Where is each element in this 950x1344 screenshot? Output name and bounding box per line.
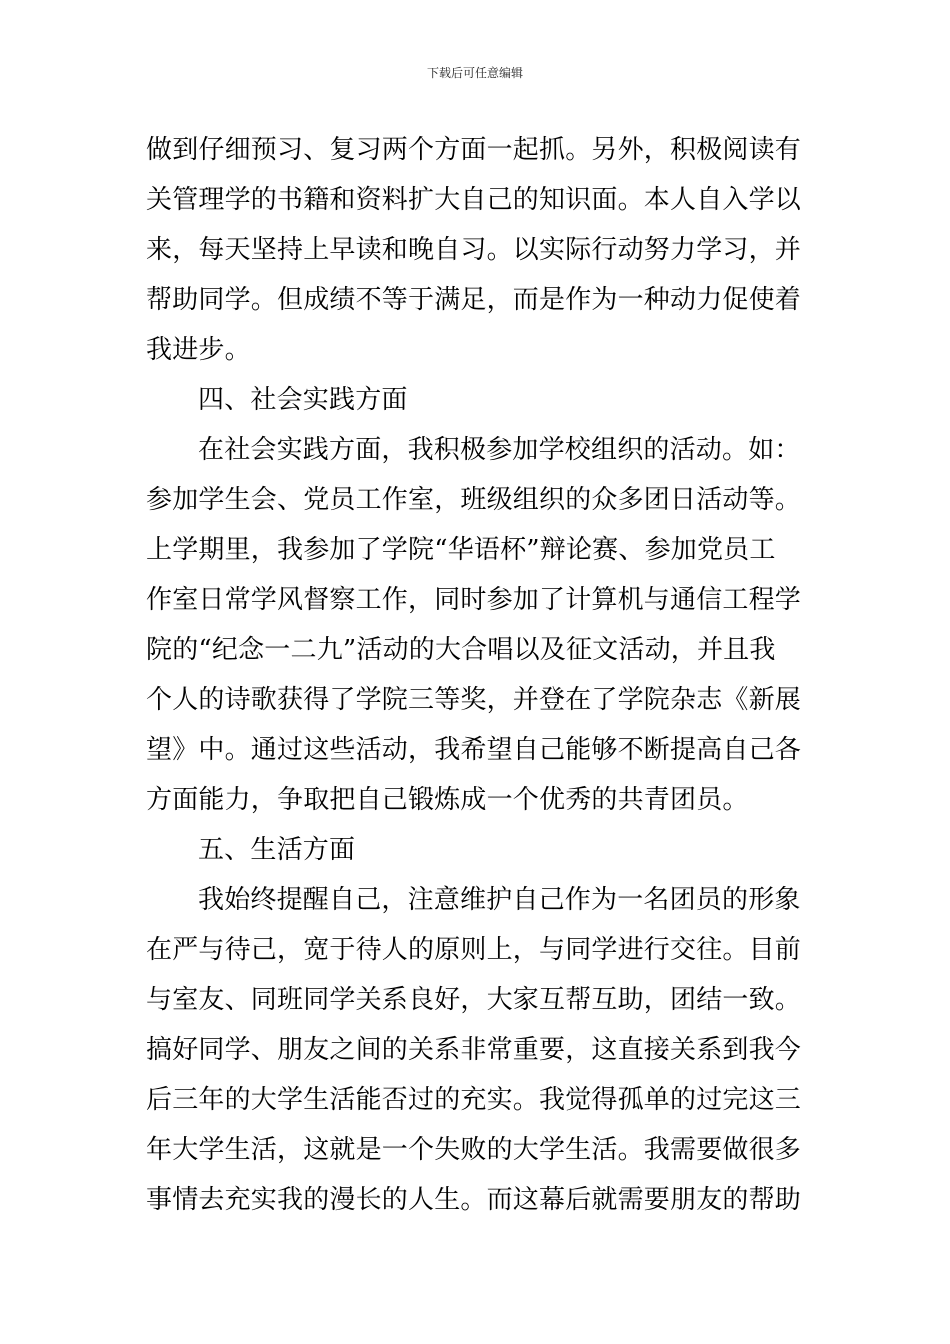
text-line: 年大学生活，这就是一个失败的大学生活。我需要做很多 (146, 1135, 802, 1165)
text-line: 在社会实践方面，我积极参加学校组织的活动。如： (198, 435, 801, 465)
text-line: 与室友、同班同学关系良好，大家互帮互助，团结一致。 (146, 985, 802, 1015)
page-header: 下载后可任意编辑 (426, 66, 523, 80)
text-line: 参加学生会、党员工作室，班级组织的众多团日活动等。 (146, 485, 802, 515)
text-line: 方面能力，争取把自己锻炼成一个优秀的共青团员。 (146, 785, 749, 815)
text-line: 帮助同学。但成绩不等于满足，而是作为一种动力促使着 (146, 285, 802, 315)
text-line: 望》中。通过这些活动，我希望自己能够不断提高自己各 (146, 735, 802, 765)
text-line: 作室日常学风督察工作，同时参加了计算机与通信工程学 (146, 585, 802, 615)
text-line: 来，每天坚持上早读和晚自习。以实际行动努力学习，并 (146, 235, 802, 265)
text-line: 院的“纪念一二九”活动的大合唱以及征文活动，并且我 (146, 635, 776, 665)
text-line: 后三年的大学生活能否过的充实。我觉得孤单的过完这三 (146, 1085, 802, 1115)
text-line: 做到仔细预习、复习两个方面一起抓。另外，积极阅读有 (146, 135, 802, 165)
text-line: 上学期里，我参加了学院“华语杯”辩论赛、参加党员工 (146, 535, 776, 565)
text-line: 搞好同学、朋友之间的关系非常重要，这直接关系到我今 (146, 1035, 802, 1065)
section-heading-social-practice: 四、社会实践方面 (198, 385, 408, 415)
text-line: 我进步。 (146, 335, 251, 365)
document-body (146, 125, 806, 1225)
section-heading-life: 五、生活方面 (198, 835, 356, 865)
text-line: 个人的诗歌获得了学院三等奖，并登在了学院杂志《新展 (146, 685, 802, 715)
text-line: 关管理学的书籍和资料扩大自己的知识面。本人自入学以 (146, 185, 802, 215)
text-line: 我始终提醒自己，注意维护自己作为一名团员的形象 (198, 885, 801, 915)
text-line: 在严与待己，宽于待人的原则上，与同学进行交往。目前 (146, 935, 802, 965)
text-line: 事情去充实我的漫长的人生。而这幕后就需要朋友的帮助 (146, 1185, 802, 1215)
